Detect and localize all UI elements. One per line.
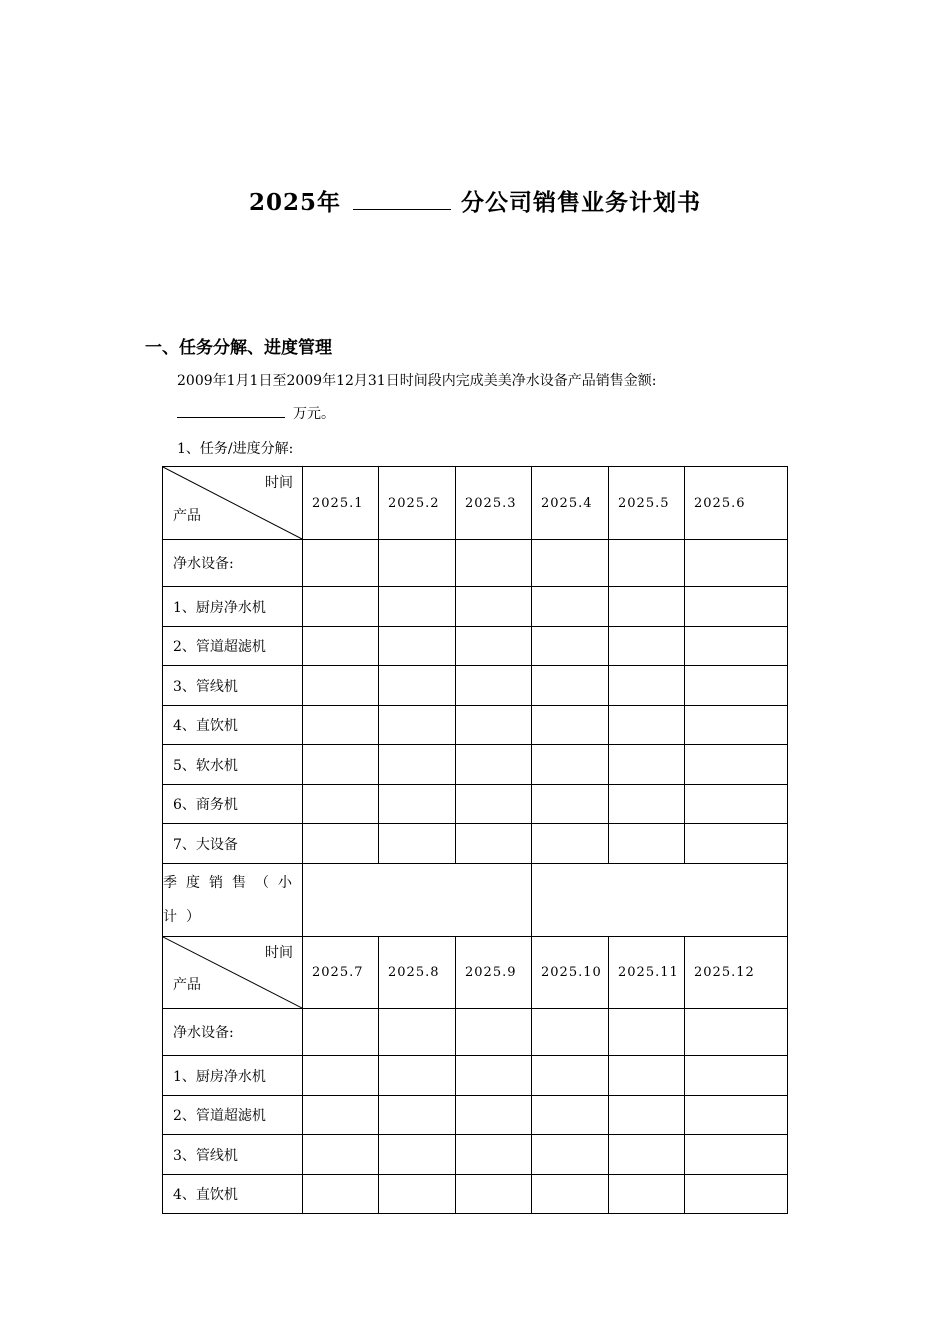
month-header: 2025.10	[532, 937, 609, 1009]
input-cell[interactable]	[379, 785, 456, 824]
month-header: 2025.3	[456, 467, 532, 540]
input-cell[interactable]	[609, 627, 685, 666]
input-cell[interactable]	[532, 627, 609, 666]
input-cell[interactable]	[685, 706, 788, 745]
input-cell[interactable]	[379, 540, 456, 587]
input-cell[interactable]	[303, 627, 379, 666]
input-cell[interactable]	[456, 745, 532, 785]
title-suffix: 分公司销售业务计划书	[461, 189, 701, 216]
input-cell[interactable]	[303, 1096, 379, 1135]
table-row	[163, 1175, 788, 1214]
input-cell[interactable]	[456, 785, 532, 824]
goal-line: 2009年1月1日至2009年12月31日时间段内完成美美净水设备产品销售金额:	[177, 373, 657, 389]
input-cell[interactable]	[609, 785, 685, 824]
input-cell[interactable]	[303, 1175, 379, 1214]
corner-time-label: 时间	[265, 475, 293, 491]
input-cell[interactable]	[609, 587, 685, 627]
input-cell[interactable]	[609, 1175, 685, 1214]
input-cell[interactable]	[532, 1056, 609, 1096]
input-cell[interactable]	[532, 1175, 609, 1214]
input-cell[interactable]	[379, 1096, 456, 1135]
table-header-row	[163, 937, 788, 1009]
input-cell[interactable]	[456, 587, 532, 627]
input-cell[interactable]	[303, 1009, 379, 1056]
product-label: 2、管道超滤机	[163, 627, 303, 666]
input-cell[interactable]	[456, 1009, 532, 1056]
input-cell[interactable]	[532, 587, 609, 627]
input-cell[interactable]	[303, 1135, 379, 1175]
input-cell[interactable]	[303, 785, 379, 824]
product-label: 1、厨房净水机	[163, 1056, 303, 1096]
branch-name-blank[interactable]	[353, 189, 451, 210]
input-cell[interactable]	[379, 706, 456, 745]
input-cell[interactable]	[609, 1096, 685, 1135]
input-cell[interactable]	[532, 666, 609, 706]
table-row	[163, 666, 788, 706]
input-cell[interactable]	[303, 666, 379, 706]
input-cell[interactable]	[609, 1056, 685, 1096]
input-cell[interactable]	[303, 706, 379, 745]
input-cell[interactable]	[609, 1135, 685, 1175]
input-cell[interactable]	[303, 587, 379, 627]
input-cell[interactable]	[532, 745, 609, 785]
input-cell[interactable]	[456, 666, 532, 706]
table-row	[163, 540, 788, 587]
quarter-subtotal-cell[interactable]	[303, 864, 532, 937]
product-label: 3、管线机	[163, 1135, 303, 1175]
input-cell[interactable]	[303, 745, 379, 785]
corner-cell	[163, 467, 303, 540]
month-header: 2025.8	[379, 937, 456, 1009]
amount-unit: 万元。	[293, 406, 335, 422]
input-cell[interactable]	[456, 824, 532, 864]
input-cell[interactable]	[685, 587, 788, 627]
input-cell[interactable]	[456, 1056, 532, 1096]
input-cell[interactable]	[379, 666, 456, 706]
corner-cell	[163, 937, 303, 1009]
quarter-subtotal-cell[interactable]	[532, 864, 788, 937]
input-cell[interactable]	[456, 706, 532, 745]
input-cell[interactable]	[303, 824, 379, 864]
table-row	[163, 706, 788, 745]
product-label: 4、直饮机	[163, 706, 303, 745]
month-header: 2025.7	[303, 937, 379, 1009]
input-cell[interactable]	[532, 824, 609, 864]
input-cell[interactable]	[456, 627, 532, 666]
month-header: 2025.5	[609, 467, 685, 540]
input-cell[interactable]	[685, 1175, 788, 1214]
input-cell[interactable]	[379, 1009, 456, 1056]
month-header: 2025.4	[532, 467, 609, 540]
month-header: 2025.1	[303, 467, 379, 540]
input-cell[interactable]	[379, 745, 456, 785]
input-cell[interactable]	[456, 1096, 532, 1135]
amount-blank[interactable]	[177, 403, 285, 418]
input-cell[interactable]	[532, 785, 609, 824]
title-year: 2025年	[248, 189, 341, 216]
table-row	[163, 1009, 788, 1056]
input-cell[interactable]	[609, 824, 685, 864]
product-label: 3、管线机	[163, 666, 303, 706]
input-cell[interactable]	[685, 745, 788, 785]
input-cell[interactable]	[685, 1009, 788, 1056]
input-cell[interactable]	[685, 1135, 788, 1175]
input-cell[interactable]	[685, 666, 788, 706]
input-cell[interactable]	[685, 540, 788, 587]
product-label: 2、管道超滤机	[163, 1096, 303, 1135]
input-cell[interactable]	[609, 666, 685, 706]
input-cell[interactable]	[456, 1135, 532, 1175]
product-label: 5、软水机	[163, 745, 303, 785]
input-cell[interactable]	[685, 627, 788, 666]
month-header: 2025.2	[379, 467, 456, 540]
month-header: 2025.6	[685, 467, 788, 540]
product-label: 4、直饮机	[163, 1175, 303, 1214]
input-cell[interactable]	[609, 706, 685, 745]
input-cell[interactable]	[379, 1056, 456, 1096]
input-cell[interactable]	[685, 824, 788, 864]
corner-time-label: 时间	[265, 945, 293, 961]
corner-product-label: 产品	[173, 508, 201, 524]
month-header: 2025.11	[609, 937, 685, 1009]
input-cell[interactable]	[609, 745, 685, 785]
sub-heading: 1、任务/进度分解:	[177, 441, 294, 457]
document-title	[0, 184, 950, 217]
input-cell[interactable]	[379, 627, 456, 666]
table-header-row	[163, 467, 788, 540]
input-cell[interactable]	[685, 1056, 788, 1096]
corner-product-label: 产品	[173, 977, 201, 993]
month-header: 2025.12	[685, 937, 788, 1009]
input-cell[interactable]	[379, 1175, 456, 1214]
input-cell[interactable]	[685, 785, 788, 824]
subtotal-label: 季度销售（小计）	[163, 864, 303, 937]
input-cell[interactable]	[609, 540, 685, 587]
input-cell[interactable]	[532, 706, 609, 745]
table-row	[163, 627, 788, 666]
input-cell[interactable]	[379, 587, 456, 627]
table-row	[163, 1096, 788, 1135]
input-cell[interactable]	[609, 1009, 685, 1056]
product-label: 7、大设备	[163, 824, 303, 864]
input-cell[interactable]	[532, 1096, 609, 1135]
input-cell[interactable]	[303, 540, 379, 587]
month-header: 2025.9	[456, 937, 532, 1009]
input-cell[interactable]	[685, 1096, 788, 1135]
input-cell[interactable]	[379, 824, 456, 864]
sales-plan-table	[162, 466, 788, 1214]
subtotal-row	[163, 864, 788, 937]
input-cell[interactable]	[532, 1135, 609, 1175]
table-row	[163, 824, 788, 864]
product-label: 1、厨房净水机	[163, 587, 303, 627]
input-cell[interactable]	[379, 1135, 456, 1175]
table-row	[163, 587, 788, 627]
table-row	[163, 745, 788, 785]
table-row	[163, 785, 788, 824]
table-row	[163, 1135, 788, 1175]
product-label: 净水设备:	[163, 1009, 303, 1056]
input-cell[interactable]	[456, 540, 532, 587]
section-heading: 一、任务分解、进度管理	[145, 338, 332, 358]
input-cell[interactable]	[456, 1175, 532, 1214]
product-label: 6、商务机	[163, 785, 303, 824]
product-label: 净水设备:	[163, 540, 303, 587]
input-cell[interactable]	[303, 1056, 379, 1096]
amount-line	[177, 403, 335, 423]
input-cell[interactable]	[532, 540, 609, 587]
input-cell[interactable]	[532, 1009, 609, 1056]
table-row	[163, 1056, 788, 1096]
